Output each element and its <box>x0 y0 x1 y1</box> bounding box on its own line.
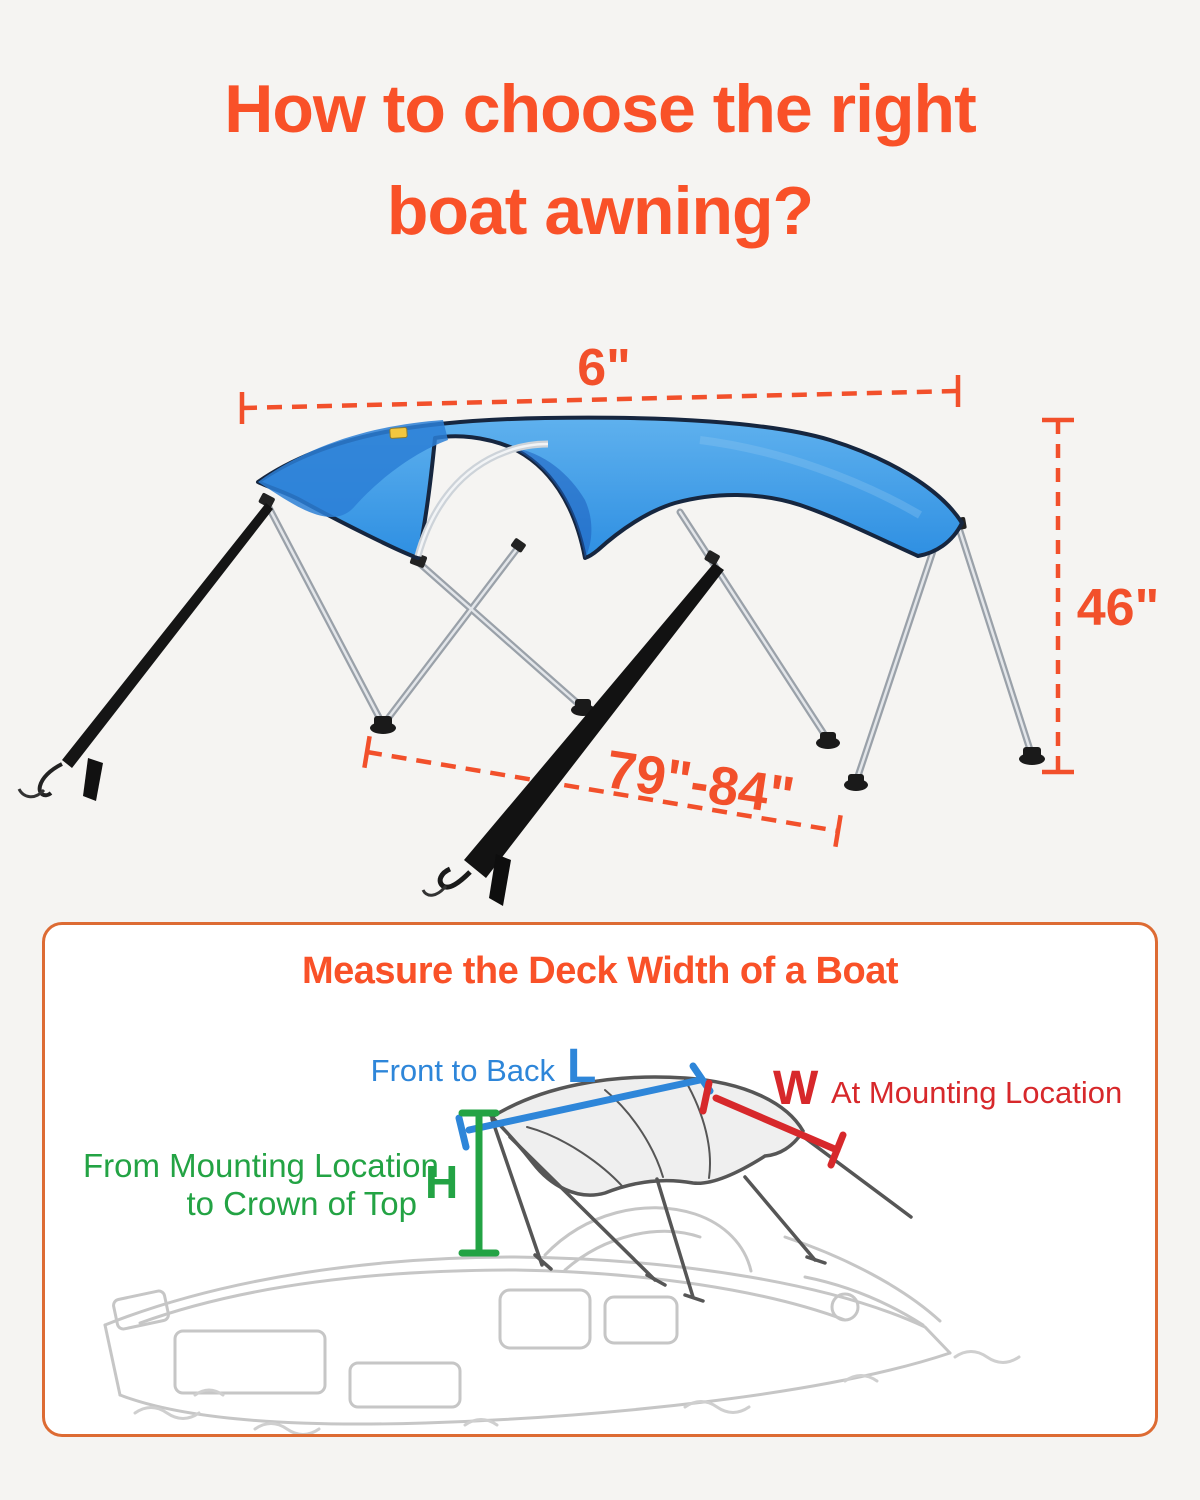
height-letter: H <box>425 1156 459 1208</box>
height-measure-line <box>462 1113 496 1253</box>
at-mounting-location-label: At Mounting Location <box>831 1075 1123 1110</box>
page-title <box>0 58 1200 262</box>
boat-hull-sketch <box>105 1208 950 1424</box>
width-letter: W <box>773 1062 819 1115</box>
measure-card <box>42 922 1158 1437</box>
height-dimension-label: 46" <box>1076 579 1160 637</box>
length-letter: L <box>567 1040 597 1093</box>
awning-diagram <box>0 330 1200 910</box>
awning-canvas <box>258 418 962 558</box>
measure-card-title: Measure the Deck Width of a Boat <box>302 950 898 992</box>
page-title-line1: How to choose the right <box>224 71 976 147</box>
from-mounting-line2: to Crown of Top <box>186 1185 417 1222</box>
front-to-back-label: Front to Back <box>370 1053 555 1088</box>
length-dimension-label: 79"-84" <box>601 739 799 827</box>
top-width-dimension-label: 6" <box>577 339 631 397</box>
awning-illustration <box>0 330 1200 910</box>
from-mounting-location-label <box>83 1147 439 1223</box>
from-mounting-line1: From Mounting Location <box>83 1147 439 1184</box>
page-title-line2: boat awning? <box>386 173 814 249</box>
